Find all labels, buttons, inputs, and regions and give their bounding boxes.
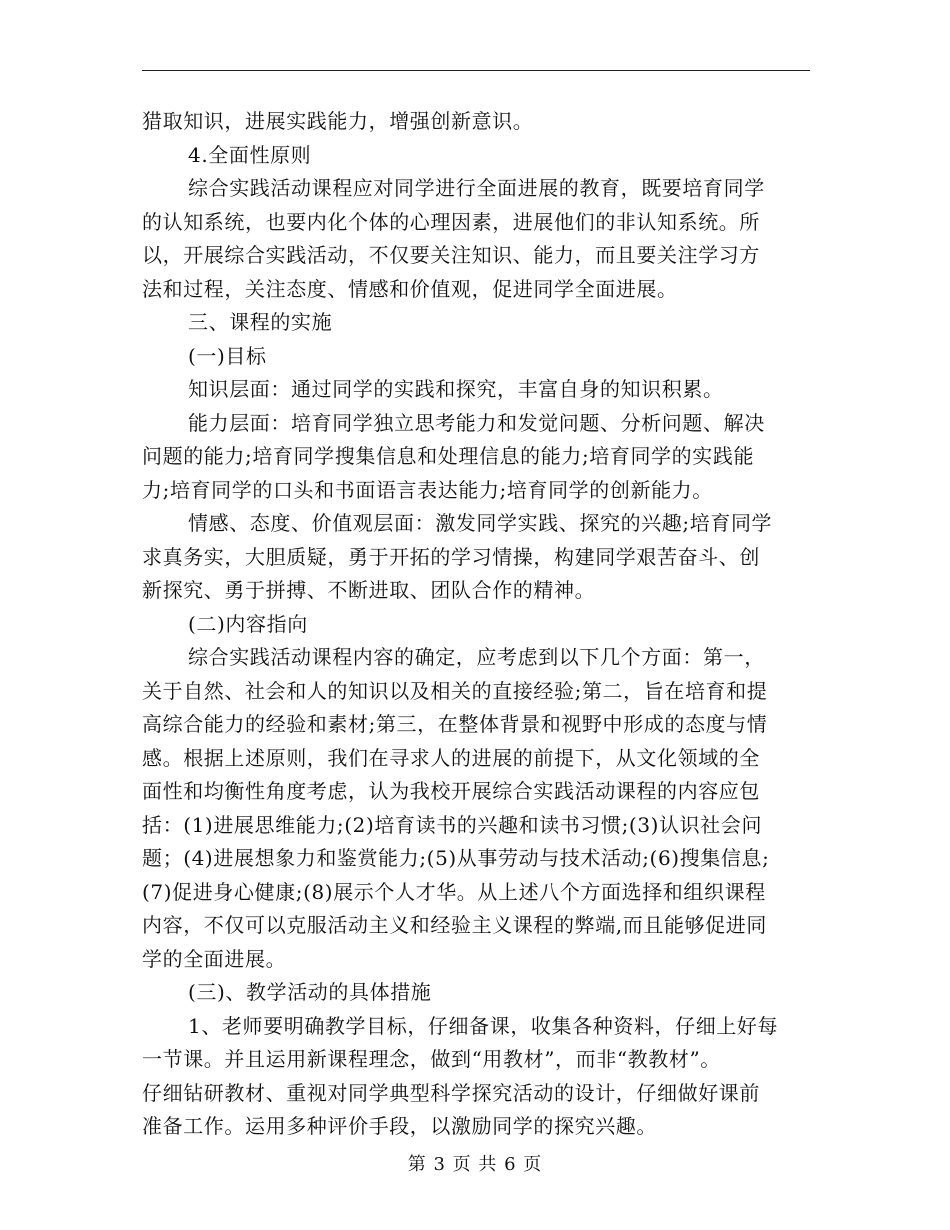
text-line: 学的全面进展。	[142, 946, 287, 971]
text-line: 仔细钻研教材、重视对同学典型科学探究活动的设计，仔细做好课前	[142, 1080, 760, 1105]
text-line: (三)、教学活动的具体措施	[188, 980, 432, 1004]
text-line: 的认知系统，也要内化个体的心理因素，进展他们的非认知系统。所	[142, 209, 760, 234]
text-line: 以，开展综合实践活动，不仅要关注知识、能力，而且要关注学习方	[142, 243, 760, 267]
text-line: 新探究、勇于拼搏、不断进取、团队合作的精神。	[142, 578, 596, 602]
text-line: (一)目标	[188, 343, 267, 368]
text-line: 题；(4)进展想象力和鉴赏能力;(5)从事劳动与技术活动;(6)搜集信息;	[142, 846, 770, 870]
header-rule	[142, 70, 810, 71]
text-line: 4.全面性原则	[188, 142, 312, 167]
text-line: 求真务实，大胆质疑，勇于开拓的学习情操，构建同学艰苦奋斗、创	[142, 544, 760, 569]
text-line: 力;培育同学的口头和书面语言表达能力;培育同学的创新能力。	[142, 477, 713, 502]
text-line: 括：(1)进展思维能力;(2)培育读书的兴趣和读书习惯;(3)认识社会问	[142, 812, 763, 837]
text-line: 知识层面：通过同学的实践和探究，丰富自身的知识积累。	[188, 377, 724, 401]
page-footer	[0, 1154, 950, 1176]
text-line: 1、老师要明确教学目标，仔细备课，收集各种资料，仔细上好每	[188, 1013, 779, 1038]
text-line: 准备工作。运用多种评价手段，以激励同学的探究兴趣。	[142, 1114, 657, 1138]
text-line: 一节课。并且运用新课程理念，做到“用教材”，而非“教教材”。	[142, 1047, 721, 1071]
text-line: 能力层面：培育同学独立思考能力和发觉问题、分析问题、解决	[188, 410, 765, 435]
text-line: 高综合能力的经验和素材;第三，在整体背景和视野中形成的态度与情	[142, 712, 768, 736]
text-line: 面性和均衡性角度考虑，认为我校开展综合实践活动课程的内容应包	[142, 779, 760, 803]
text-line: 关于自然、社会和人的知识以及相关的直接经验;第二，旨在培育和提	[142, 678, 768, 703]
text-line: 猎取知识，进展实践能力，增强创新意识。	[142, 109, 534, 133]
text-line: 法和过程，关注态度、情感和价值观，促进同学全面进展。	[142, 276, 678, 301]
text-line: 问题的能力;培育同学搜集信息和处理信息的能力;培育同学的实践能	[142, 444, 755, 468]
text-line: (7)促进身心健康;(8)展示个人才华。从上述八个方面选择和组织课程	[142, 879, 766, 904]
text-line: 综合实践活动课程内容的确定，应考虑到以下几个方面：第一，	[188, 645, 765, 669]
text-line: 三、课程的实施	[188, 310, 333, 334]
text-line: 情感、态度、价值观层面：激发同学实践、探究的兴趣;培育同学	[188, 511, 773, 535]
text-line: 综合实践活动课程应对同学进行全面进展的教育，既要培育同学	[188, 176, 765, 200]
text-line: 内容，不仅可以克服活动主义和经验主义课程的弊端,而且能够促进同	[142, 913, 767, 937]
text-line: 感。根据上述原则，我们在寻求人的进展的前提下，从文化领域的全	[142, 745, 760, 770]
page-number: 第 3 页 共 6 页	[407, 1154, 543, 1175]
text-line: (二)内容指向	[188, 611, 308, 636]
